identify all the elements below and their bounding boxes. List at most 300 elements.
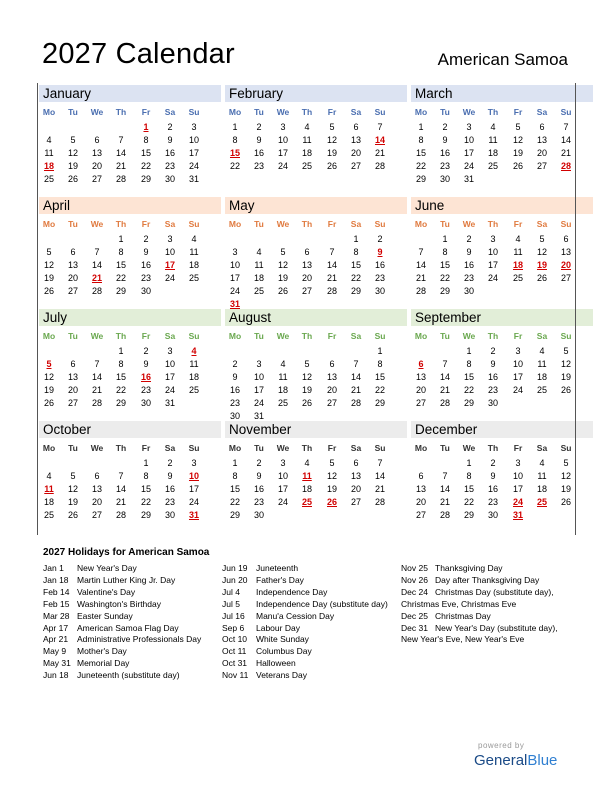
day-cell: 3 [490,234,496,244]
day-cell: 24 [277,161,288,171]
holiday-day-cell: 1 [143,122,149,132]
holiday-day-cell: 31 [188,510,199,520]
day-cell: 18 [188,260,199,270]
day-cell: 2 [232,359,238,369]
weekday-label: We [276,107,290,117]
weekday-label: Sa [350,219,362,229]
day-cell: 27 [560,273,571,283]
day-cell: 16 [374,260,385,270]
day-cell: 20 [415,385,426,395]
day-cell: 27 [536,161,547,171]
holiday-date: Oct 11 [222,646,247,657]
weekday-label: Th [487,443,499,453]
holiday-item [43,575,218,587]
day-cell: 22 [415,161,426,171]
day-cell: 19 [560,372,571,382]
holiday-day-cell: 31 [512,510,523,520]
month-header: June [411,197,593,214]
weekday-label: We [462,107,476,117]
day-cell: 7 [418,247,424,257]
holiday-item [222,658,397,670]
holiday-day-cell: 31 [229,299,240,309]
day-cell: 9 [143,359,149,369]
day-cell: 7 [94,359,100,369]
day-cell: 6 [304,247,310,257]
weekday-label: Sa [350,107,362,117]
day-cell: 3 [280,122,286,132]
holiday-item [222,587,397,599]
brand-part-general: General [474,752,528,769]
day-cell: 28 [115,510,126,520]
day-cell: 17 [253,385,264,395]
month-header: November [225,421,407,438]
day-cell: 9 [167,135,173,145]
day-cell: 7 [353,359,359,369]
day-cell: 9 [167,471,173,481]
weekday-label: Su [560,107,572,117]
day-cell: 22 [350,273,361,283]
day-cell: 28 [115,174,126,184]
day-cell: 2 [466,234,472,244]
day-cell: 5 [329,122,335,132]
weekday-label: Tu [440,443,450,453]
holiday-date: Jun 19 [222,563,248,573]
day-cell: 26 [512,161,523,171]
day-cell: 11 [189,247,199,257]
day-cell: 1 [418,122,424,132]
holiday-item [222,646,397,658]
day-cell: 28 [91,398,102,408]
day-cell: 4 [256,247,262,257]
holiday-name: Veterans Day [256,670,308,681]
holiday-day-cell: 6 [418,359,424,369]
weekday-label: Mo [228,331,242,341]
day-cell: 30 [463,286,474,296]
day-cell: 24 [164,273,175,283]
weekday-label: Sa [350,331,362,341]
day-cell: 7 [118,471,124,481]
day-cell: 8 [143,135,149,145]
day-cell: 22 [229,161,240,171]
weekday-label: Th [301,219,313,229]
weekday-label: Th [115,107,127,117]
holiday-item [222,563,397,575]
day-cell: 6 [329,359,335,369]
day-cell: 25 [43,510,54,520]
month-header: October [39,421,221,438]
day-cell: 21 [415,273,426,283]
day-cell: 26 [560,497,571,507]
day-cell: 28 [439,510,450,520]
day-cell: 28 [415,286,426,296]
day-cell: 28 [350,398,361,408]
day-cell: 21 [374,484,385,494]
day-cell: 1 [353,234,359,244]
day-cell: 29 [463,510,474,520]
day-cell: 17 [512,372,523,382]
day-cell: 16 [229,385,240,395]
day-cell: 12 [277,260,288,270]
day-cell: 17 [487,260,498,270]
day-cell: 2 [442,122,448,132]
weekday-label: We [462,331,476,341]
day-cell: 30 [140,286,151,296]
day-cell: 27 [415,398,426,408]
holiday-name: Memorial Day [77,658,130,669]
holiday-name: Columbus Day [256,646,312,657]
day-cell: 15 [115,260,126,270]
day-cell: 14 [439,484,450,494]
day-cell: 14 [439,372,450,382]
weekday-label: Sa [164,443,176,453]
weekday-label: Fr [513,443,523,453]
day-cell: 9 [256,471,262,481]
day-cell: 26 [67,510,78,520]
weekday-label: We [276,331,290,341]
day-cell: 26 [301,398,312,408]
day-cell: 7 [442,471,448,481]
day-cell: 20 [350,484,361,494]
weekday-label: Tu [254,331,264,341]
day-cell: 16 [164,148,175,158]
day-cell: 8 [418,135,424,145]
day-cell: 12 [560,471,571,481]
day-cell: 21 [560,148,571,158]
weekday-label: Mo [42,107,56,117]
day-cell: 23 [487,497,498,507]
holiday-item [43,587,218,599]
holiday-day-cell: 11 [44,484,54,494]
weekday-label: Fr [141,107,151,117]
day-cell: 6 [94,135,100,145]
day-cell: 9 [256,135,262,145]
day-cell: 24 [253,398,264,408]
day-cell: 18 [536,484,547,494]
holiday-day-cell: 10 [188,471,199,481]
day-cell: 22 [463,385,474,395]
holiday-date: Apr 17 [43,622,69,633]
day-cell: 23 [374,273,385,283]
day-cell: 22 [140,497,151,507]
day-cell: 30 [229,411,240,421]
day-cell: 21 [326,273,337,283]
holiday-date: May 9 [43,646,67,657]
day-cell: 21 [439,497,450,507]
day-cell: 23 [253,161,264,171]
day-cell: 21 [91,385,102,395]
day-cell: 18 [277,385,288,395]
day-cell: 10 [512,471,523,481]
day-cell: 25 [277,398,288,408]
day-cell: 5 [563,346,569,356]
day-cell: 10 [188,135,199,145]
day-cell: 10 [229,260,240,270]
day-cell: 22 [439,273,450,283]
day-cell: 7 [118,135,124,145]
weekday-label: Mo [414,331,428,341]
weekday-label: Fr [327,107,337,117]
day-cell: 14 [560,135,571,145]
day-cell: 27 [326,398,337,408]
holiday-day-cell: 15 [229,148,240,158]
day-cell: 9 [143,247,149,257]
weekday-label: Tu [68,443,78,453]
holiday-item [222,634,397,646]
holiday-name: Mother's Day [77,646,127,657]
holiday-name: Thanksgiving Day [435,563,503,573]
day-cell: 20 [91,497,102,507]
holiday-name: Juneteenth (substitute day) [77,670,180,681]
holiday-day-cell: 19 [536,260,547,270]
generalblue-logo[interactable] [474,752,557,769]
day-cell: 28 [326,286,337,296]
holiday-item [222,670,397,682]
day-cell: 14 [326,260,337,270]
day-cell: 14 [415,260,426,270]
holiday-date: Jan 18 [43,574,69,585]
day-cell: 22 [140,161,151,171]
day-cell: 25 [536,385,547,395]
weekday-label: Tu [440,107,450,117]
weekday-label: Su [374,219,386,229]
day-cell: 4 [490,122,496,132]
day-cell: 19 [512,148,523,158]
weekday-label: Sa [536,219,548,229]
country-name: American Samoa [437,50,568,69]
day-cell: 10 [164,359,175,369]
weekday-label: Th [487,107,499,117]
day-cell: 9 [232,372,238,382]
weekday-label: Tu [68,107,78,117]
weekday-label: Fr [513,107,523,117]
day-cell: 29 [140,510,151,520]
day-cell: 1 [442,234,448,244]
day-cell: 1 [143,458,149,468]
day-cell: 5 [329,458,335,468]
day-cell: 5 [515,122,521,132]
day-cell: 15 [463,372,474,382]
day-cell: 3 [191,458,197,468]
day-cell: 15 [415,148,426,158]
day-cell: 8 [442,247,448,257]
holiday-item [401,587,576,611]
day-cell: 5 [280,247,286,257]
day-cell: 29 [415,174,426,184]
day-cell: 26 [560,385,571,395]
holiday-day-cell: 24 [512,497,523,507]
page-title: 2027 Calendar [42,38,235,70]
holiday-date: Jan 1 [43,563,64,573]
day-cell: 18 [188,372,199,382]
day-cell: 19 [43,273,54,283]
day-cell: 14 [115,484,126,494]
holiday-day-cell: 14 [374,135,385,145]
day-cell: 2 [377,234,383,244]
day-cell: 12 [536,247,547,257]
month-header: February [225,85,407,102]
day-cell: 29 [374,398,385,408]
month-july [37,307,223,419]
holiday-date: Oct 10 [222,634,248,645]
day-cell: 21 [115,497,126,507]
weekday-label: Tu [440,219,450,229]
holiday-item [43,611,218,623]
day-cell: 29 [140,174,151,184]
holiday-item [43,563,218,575]
day-cell: 8 [353,247,359,257]
holiday-column [222,563,397,682]
brand-part-blue: Blue [527,752,558,769]
day-cell: 22 [463,497,474,507]
day-cell: 4 [539,346,545,356]
day-cell: 12 [301,372,312,382]
day-cell: 19 [301,385,312,395]
holiday-item [43,599,218,611]
holiday-name: Independence Day [256,586,328,597]
holiday-day-cell: 26 [326,497,337,507]
day-cell: 9 [490,471,496,481]
day-cell: 2 [167,458,173,468]
day-cell: 15 [439,260,450,270]
month-header: May [225,197,407,214]
day-cell: 3 [515,458,521,468]
day-cell: 30 [140,398,151,408]
day-cell: 16 [487,372,498,382]
day-cell: 27 [415,510,426,520]
day-cell: 27 [350,161,361,171]
powered-by-text: powered by [478,741,525,750]
day-cell: 4 [515,234,521,244]
day-cell: 29 [229,510,240,520]
holiday-name: American Samoa Flag Day [77,622,179,633]
day-cell: 6 [94,471,100,481]
weekday-label: Th [487,219,499,229]
holidays-title: 2027 Holidays for American Samoa [43,547,210,558]
day-cell: 19 [326,484,337,494]
month-header: March [411,85,593,102]
weekday-label: Fr [141,331,151,341]
day-cell: 17 [188,148,199,158]
day-cell: 27 [91,510,102,520]
holiday-date: Jul 16 [222,610,245,621]
day-cell: 25 [188,273,199,283]
day-cell: 29 [439,286,450,296]
weekday-label: Fr [141,443,151,453]
day-cell: 31 [188,174,199,184]
day-cell: 26 [43,398,54,408]
weekday-label: We [90,107,104,117]
month-october [37,419,223,531]
day-cell: 25 [512,273,523,283]
holiday-date: Nov 25 [401,563,428,573]
holiday-name: Martin Luther King Jr. Day [77,574,176,585]
day-cell: 21 [439,385,450,395]
day-cell: 24 [277,497,288,507]
day-cell: 29 [115,398,126,408]
day-cell: 10 [277,471,288,481]
day-cell: 22 [115,385,126,395]
holiday-name: Administrative Professionals Day [77,634,202,645]
day-cell: 2 [490,458,496,468]
weekday-label: Su [188,219,200,229]
weekday-label: Mo [42,219,56,229]
day-cell: 28 [91,286,102,296]
day-cell: 12 [43,260,54,270]
weekday-label: Tu [254,107,264,117]
day-cell: 4 [46,471,52,481]
day-cell: 6 [418,471,424,481]
day-cell: 23 [164,497,175,507]
day-cell: 7 [94,247,100,257]
day-cell: 20 [326,385,337,395]
holiday-name: Labour Day [256,622,300,633]
weekday-label: Sa [350,443,362,453]
holiday-item [43,623,218,635]
day-cell: 26 [277,286,288,296]
day-cell: 24 [512,385,523,395]
day-cell: 5 [70,471,76,481]
holiday-date: Feb 15 [43,598,70,609]
holiday-date: Mar 28 [43,610,70,621]
day-cell: 26 [326,161,337,171]
day-cell: 24 [164,385,175,395]
day-cell: 28 [439,398,450,408]
day-cell: 2 [256,122,262,132]
day-cell: 22 [115,273,126,283]
day-cell: 19 [277,273,288,283]
day-cell: 23 [140,273,151,283]
day-cell: 3 [466,122,472,132]
day-cell: 11 [513,247,523,257]
day-cell: 4 [304,122,310,132]
day-cell: 17 [277,484,288,494]
weekday-label: Su [188,331,200,341]
day-cell: 18 [301,484,312,494]
day-cell: 25 [188,385,199,395]
day-cell: 20 [415,497,426,507]
month-header: August [225,309,407,326]
month-march [409,83,595,195]
day-cell: 29 [350,286,361,296]
day-cell: 13 [350,135,361,145]
holiday-day-cell: 28 [560,161,571,171]
holiday-day-cell: 21 [91,273,102,283]
day-cell: 10 [253,372,264,382]
day-cell: 23 [463,273,474,283]
day-cell: 7 [377,458,383,468]
day-cell: 23 [439,161,450,171]
month-november [223,419,409,531]
day-cell: 14 [115,148,126,158]
holiday-date: Dec 24 [401,586,428,597]
weekday-label: Sa [164,219,176,229]
day-cell: 30 [487,510,498,520]
holiday-name: New Year's Day (substitute day), New Year's Eve, New Year's Eve [401,622,558,645]
weekday-label: Th [487,331,499,341]
day-cell: 15 [374,372,385,382]
month-june [409,195,595,307]
day-cell: 13 [560,247,571,257]
day-cell: 4 [46,135,52,145]
day-cell: 11 [44,148,54,158]
weekday-label: Mo [228,443,242,453]
day-cell: 27 [67,398,78,408]
weekday-label: Sa [536,331,548,341]
day-cell: 5 [70,135,76,145]
day-cell: 24 [487,273,498,283]
day-cell: 9 [490,359,496,369]
day-cell: 21 [374,148,385,158]
